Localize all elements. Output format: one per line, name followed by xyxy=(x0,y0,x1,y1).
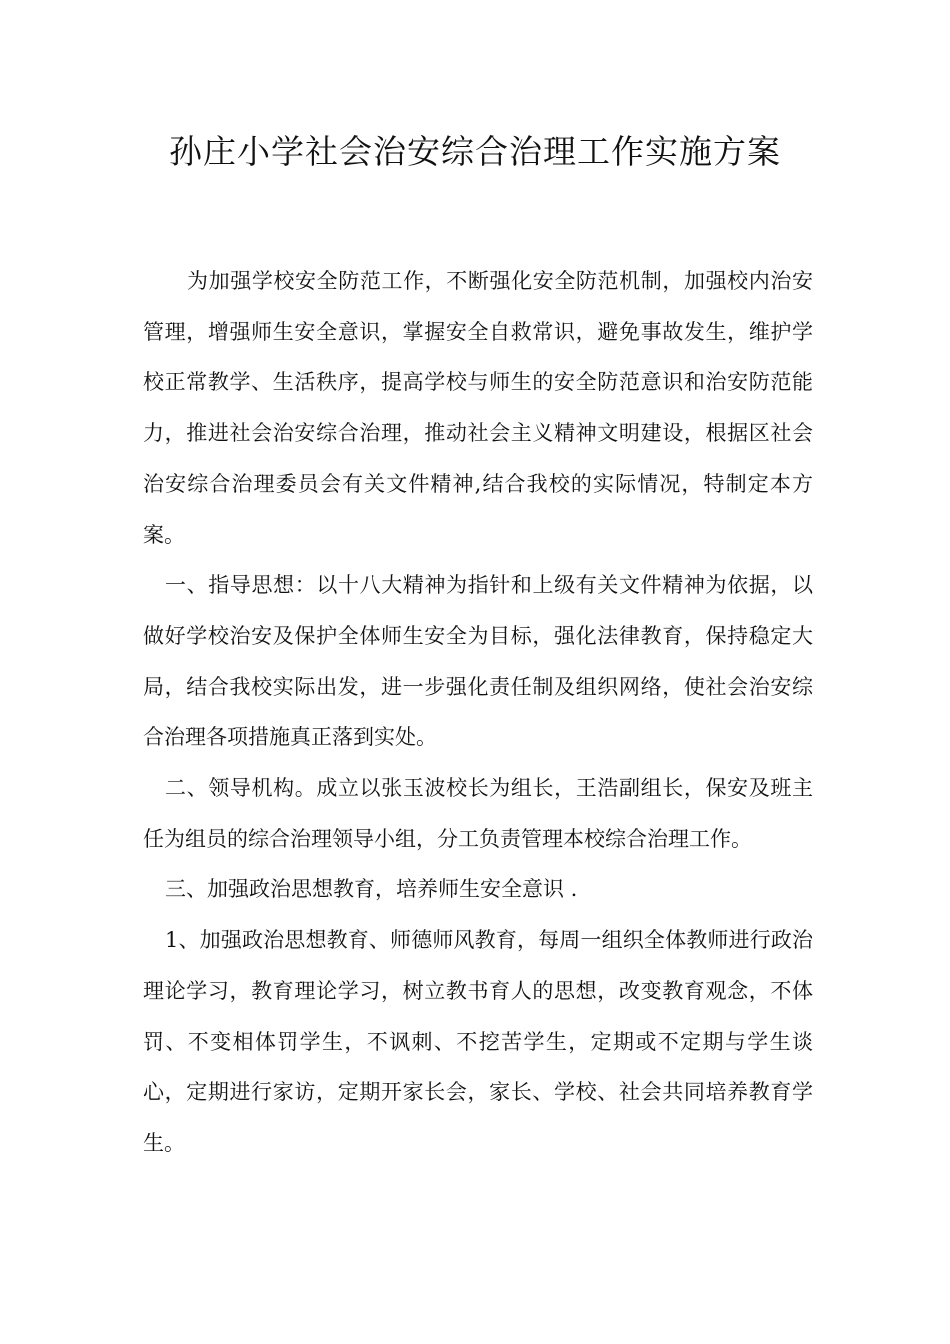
paragraph-item-one: 1、加强政治思想教育、师德师风教育，每周一组织全体教师进行政治理论学习，教育理论学习，树立教书育人的思想，改变教育观念，不体罚、不变相体罚学生，不讽刺、不挖苦学生，定期或不定期与学生谈心，定期进行家访，定期开家长会，家长、学校、社会共同培养教育学生。 xyxy=(143,928,813,1155)
paragraph-leadership: 二、领导机构。成立以张玉波校长为组长，王浩副组长，保安及班主任为组员的综合治理领导小组，分工负责管理本校综合治理工作。 xyxy=(143,776,813,851)
document-title: 孙庄小学社会治安综合治理工作实施方案 xyxy=(169,132,781,171)
paragraph-section-three-heading: 三、加强政治思想教育，培养师生安全意识 . xyxy=(165,877,578,902)
paragraph-guiding-ideology: 一、指导思想：以十八大精神为指针和上级有关文件精神为依据，以做好学校治安及保护全体师生安全为目标，强化法律教育，保持稳定大局，结合我校实际出发，进一步强化责任制及组织网络，使社会治安综合治理各项措施真正落到实处。 xyxy=(143,573,813,750)
document-body xyxy=(143,256,813,1169)
paragraph-intro: 为加强学校安全防范工作，不断强化安全防范机制，加强校内治安管理，增强师生安全意识，掌握安全自救常识，避免事故发生，维护学校正常教学、生活秩序，提高学校与师生的安全防范意识和治安防范能力，推进社会治安综合治理，推动社会主义精神文明建设，根据区社会治安综合治理委员会有关文件精神,结合我校的实际情况，特制定本方案。 xyxy=(143,269,813,547)
